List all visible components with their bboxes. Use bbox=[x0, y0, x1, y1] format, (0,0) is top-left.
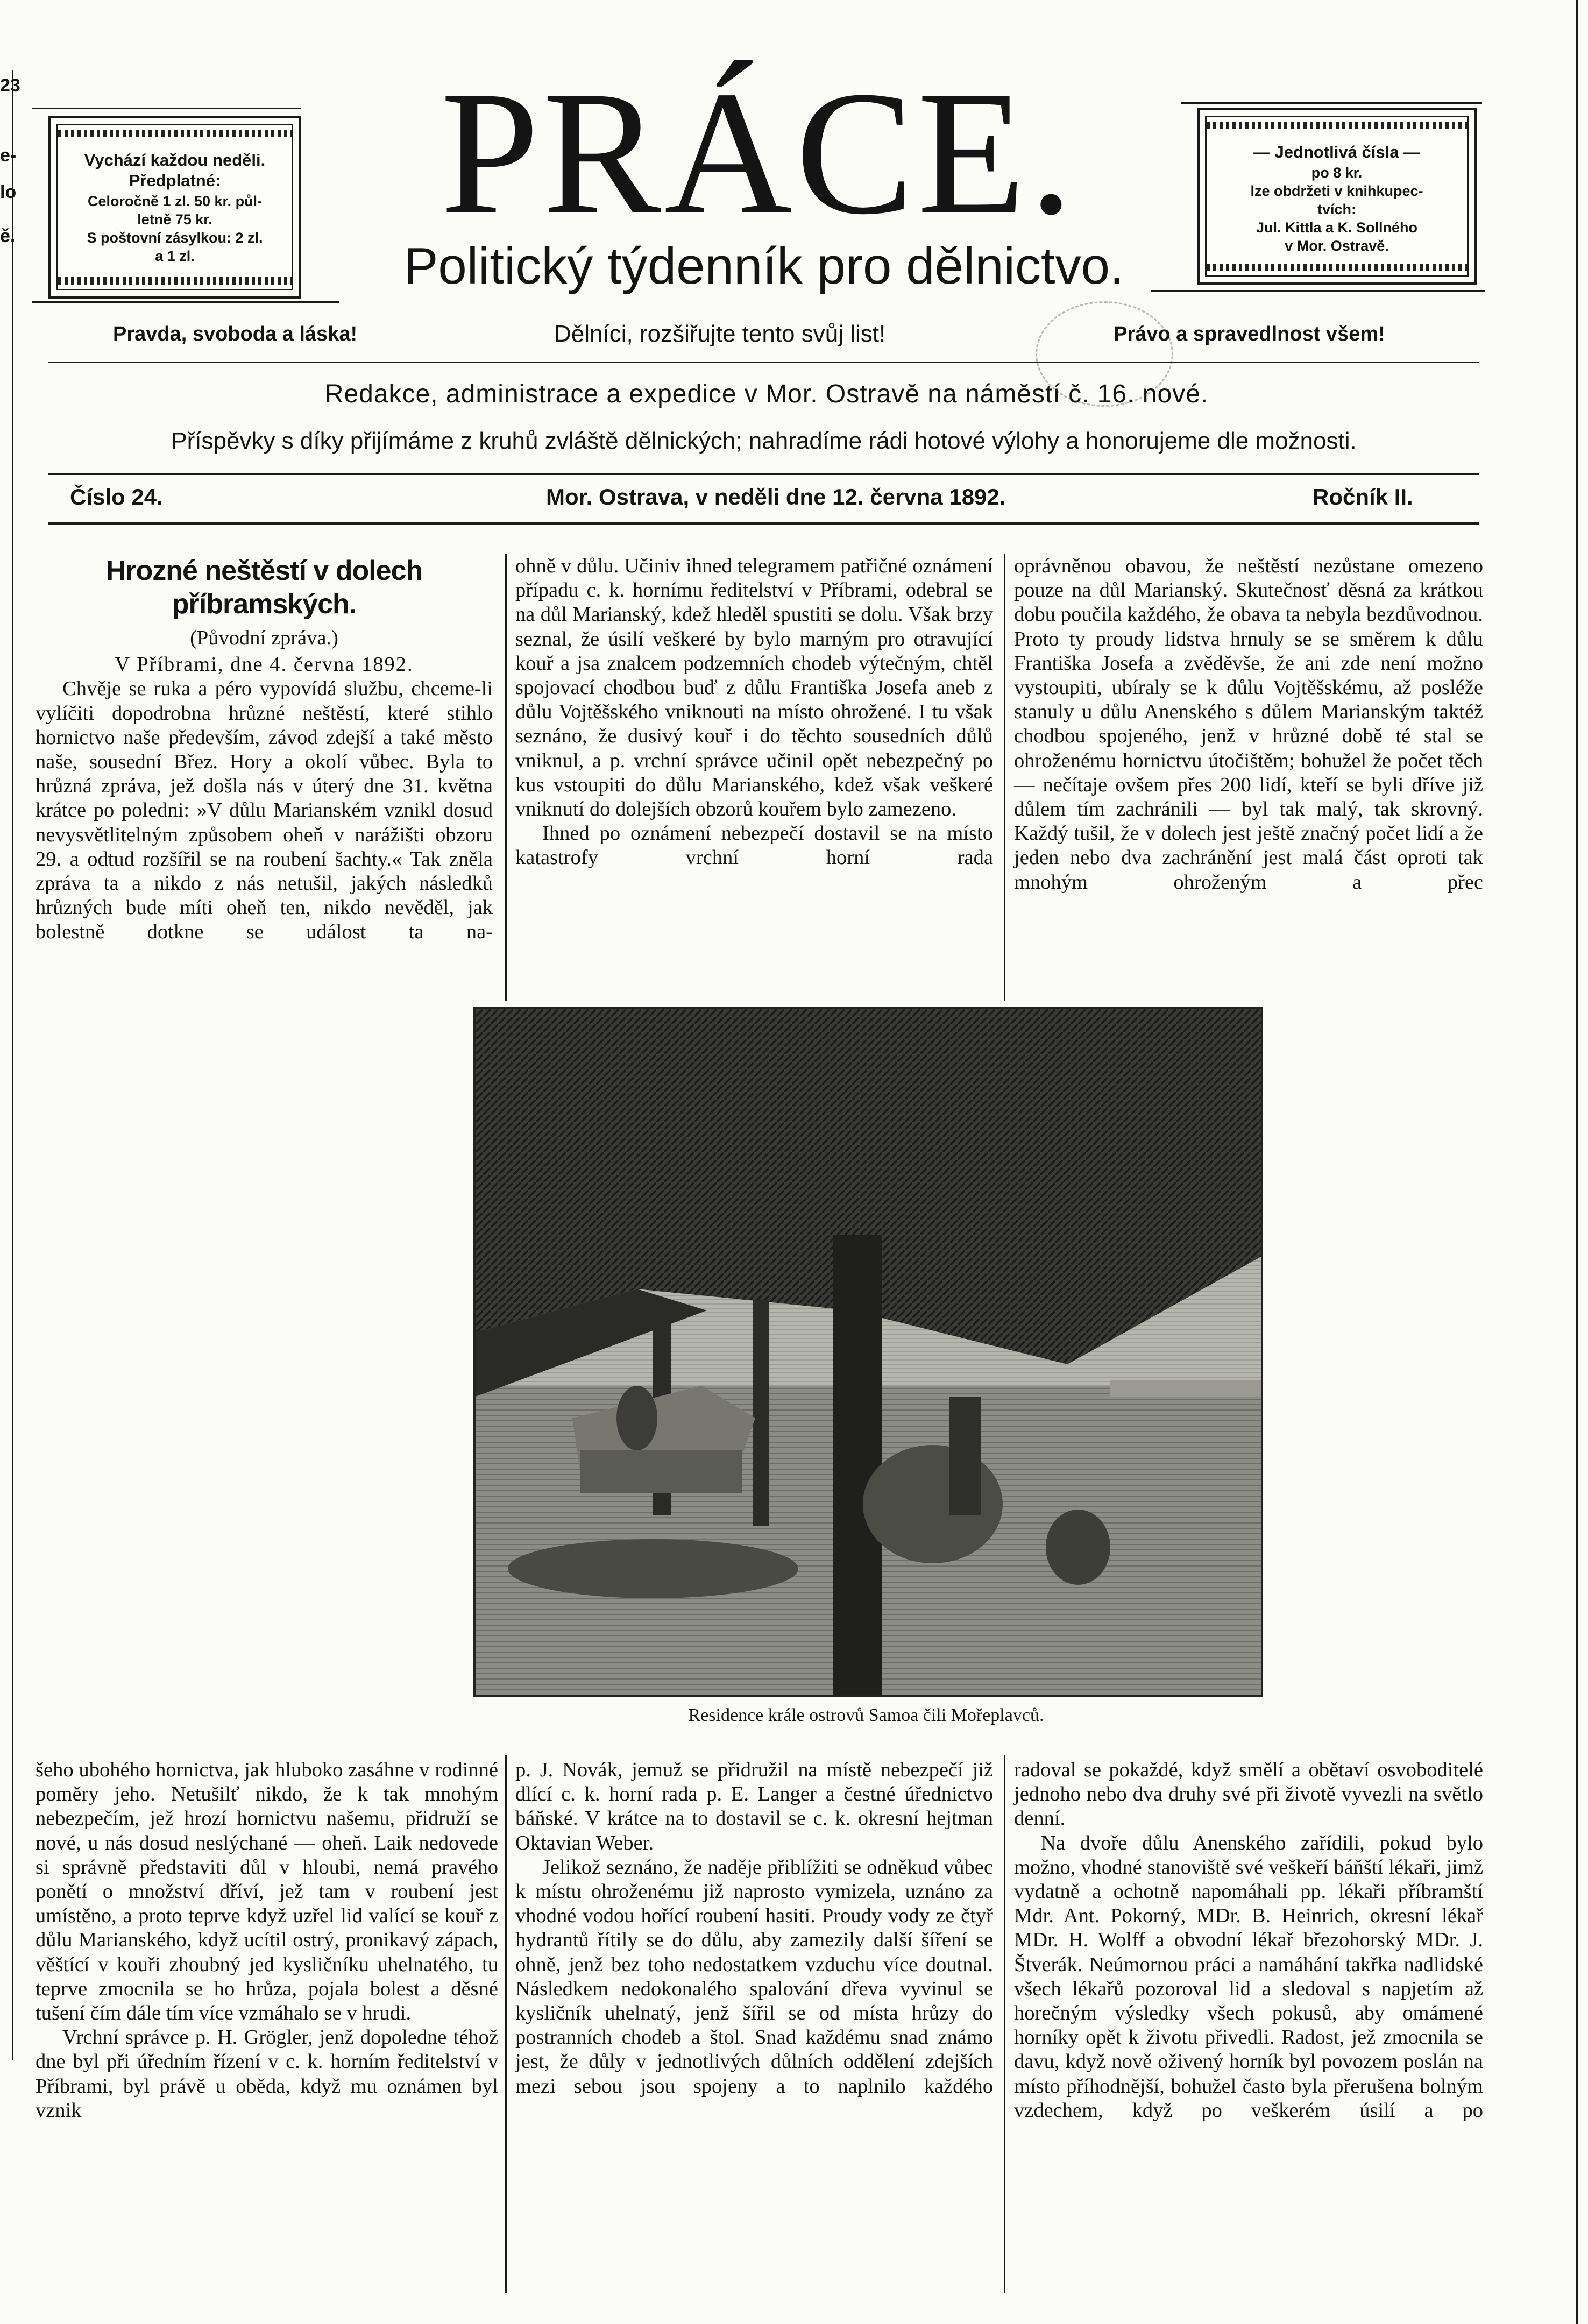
single-issue-line: po 8 kr. bbox=[1311, 165, 1363, 181]
single-issue-line: tvích: bbox=[1317, 201, 1356, 217]
article-paragraph: Ihned po oznámení nebezpečí dostavil se na místo katastrofy vrchní horní rada bbox=[515, 822, 993, 869]
issue-rule-bottom bbox=[48, 522, 1479, 525]
margin-fragment: ě. bbox=[0, 226, 16, 246]
single-issue-line: — Jednotlivá čísla — bbox=[1253, 143, 1421, 161]
margin-fragment: e- bbox=[0, 145, 17, 166]
subscription-line: Předplatné: bbox=[129, 171, 221, 190]
article-paragraph: p. J. Novák, jemuž se přidružil na místě nebezpečí již dlící c. k. horní rada p. E. Langer a čestné úřednictvo báňské. V krátce na to dostavil se c. k. okresní hejtman Oktavian Weber. bbox=[515, 1759, 993, 1854]
box-hatch-bottom bbox=[1207, 264, 1467, 271]
article-column-3 bbox=[1014, 554, 1483, 895]
illustration-caption: Residence krále ostrovů Samoa čili Mořeplavců. bbox=[688, 1705, 1044, 1725]
article-dateline: V Příbrami, dne 4. června 1892. bbox=[115, 653, 414, 676]
article-column-2 bbox=[515, 554, 993, 870]
subscription-box bbox=[48, 116, 301, 299]
article-paragraph: Vrchní správce p. H. Grögler, jenž dopoledne téhož dne byl při úředním řízení v c. k. horním ředitelství v Příbrami, byl právě u oběda, když mu oznámen byl vznik bbox=[36, 2026, 498, 2122]
subscription-box-frame bbox=[56, 124, 293, 290]
article-paragraph: Na dvoře důlu Anenského zařídili, pokud bylo možno, vhodné stanoviště své veškeří báňští lékaři, jimž vydatně a ochotně napomáhali pp. lékaři příbramští Mdr. Ant. Pokorný, MDr. B. Heinrich, okresní lékař MDr. H. Wolff a obvodní lékař březohorský MDr. J. Štverák. Neúmornou práci a namáhání takřka nadlidské všech lékařů pozoroval lid a sledoval s napjetím až horečným výsledky všech pokusů, aby omámené horníky opět k životu přivedli. Radost, jež zmocnila se davu, když nově oživený horník byl povozem poslán na místo příhodnější, bohužel často byla přerušena bolným vzdechem, když po veškerém úsilí a po bbox=[1014, 1831, 1483, 2122]
single-issue-box bbox=[1197, 108, 1477, 285]
single-issue-line: lze obdržeti v knihkupec- bbox=[1250, 183, 1423, 199]
newspaper-subtitle: Politický týdenník pro dělnictvo. bbox=[403, 237, 1124, 295]
motto-right: Právo a spravedlnost všem! bbox=[1114, 323, 1385, 345]
subscription-line: S poštovní zásylkou: 2 zl. bbox=[87, 230, 263, 246]
single-issue-line: v Mor. Ostravě. bbox=[1285, 238, 1389, 254]
article-column-4 bbox=[36, 1758, 498, 2123]
newspaper-title: PRÁCE. bbox=[440, 55, 1077, 251]
engraving-illustration bbox=[473, 1007, 1263, 1697]
article-paragraph: Jelikož seznáno, že naděje přiblížiti se odněkud vůbec k místu ohroženému již naprosto vymizela, uznáno za vhodné vodou hořící roubení hasiti. Proudy vody ze čtyř hydrantů řítily se do důlu, aby zamezily další šíření se ohně, jenž bez toho nedostatkem vzduchu více doutnal. Následkem nedokonalého spalování dřeva vyvinul se kysličník uhelnatý, jenž šířil se od místa hrůzy do postranních chodeb a štol. Snad každému snad známo jest, že důly v jednotlivých důlních oddělení zdejších mezi sebou jsou spojeny a to naplnilo každého bbox=[515, 1855, 993, 2098]
column-divider bbox=[505, 554, 507, 1001]
subscription-line: Vychází každou neděli. bbox=[84, 151, 266, 169]
margin-rule bbox=[12, 70, 13, 2060]
article-paragraph: šeho ubohého hornictva, jak hluboko zasáhne v rodinné poměry jeho. Netušilť nikdo, že k tak mnohým nebezpečím, jež hrozí hornictvu našemu, přidruží se nové, u nás dosud neslýchané — oheň. Laik nedovede si správně představiti důl v hloubi, nemá pravého ponětí o množství dříví, jež tam v roubení jest umístěno, a proto teprve když uzřel lid valící se kouř z důlu Marianského, když ucítil ostrý, pronikavý zápach, věštící v kouři zhoubný jed kysličníku uhelnatého, tu teprve zmocnila se ho hrůza, pojala bolest a děsné tušení čím dále tím více vzmáhalo se v hrudi. bbox=[36, 1759, 498, 2025]
issue-number: Číslo 24. bbox=[70, 484, 163, 509]
masthead-rule-left-bottom bbox=[32, 301, 339, 303]
masthead-rule-left bbox=[32, 108, 301, 109]
masthead-rule-right bbox=[1181, 102, 1482, 104]
margin-fragment: lo bbox=[0, 182, 17, 202]
single-issue-box-frame bbox=[1205, 116, 1469, 277]
article-column-5 bbox=[515, 1758, 993, 2099]
subscription-line: Celoročně 1 zl. 50 kr. půl- bbox=[87, 193, 263, 209]
box-hatch-top bbox=[58, 130, 292, 137]
box-hatch-top bbox=[1207, 122, 1467, 129]
article-column-1 bbox=[36, 554, 493, 945]
margin-fragment-page-number: 23 bbox=[0, 75, 20, 96]
address-rule-top bbox=[48, 362, 1479, 363]
volume-number: Ročník II. bbox=[1313, 484, 1413, 509]
column-divider bbox=[1004, 554, 1005, 1001]
subscription-line: letně 75 kr. bbox=[137, 211, 212, 228]
single-issue-line: Jul. Kittla a K. Sollného bbox=[1256, 219, 1418, 236]
box-hatch-bottom bbox=[58, 277, 292, 285]
column-divider bbox=[505, 1755, 507, 2293]
article-paragraph: ohně v důlu. Učiniv ihned telegramem patřičné oznámení případu c. k. hornímu ředitelství v Příbrami, odebral se na důl Marianský, kdež hleděl spustiti se dolu. Však brzy seznal, že úsilí veškeré by bylo marným pro otravující kouř a jsa znalcem podzemních chodeb výtečným, chtěl spojovací chodbou buď z důlu Františka Josefa aneb z důlu Vojtěšského vniknouti na místo ohrožené. I tu však seznáno, že dusivý kouř i do těchto sousedních důlů vniknul, a p. vrchní správce učinil opět nebezpečný po kus vstoupiti do důlu Marianského, kdež však veškeré vniknutí do dolejších obzorů kouřem bylo zamezeno. bbox=[515, 555, 993, 821]
motto-center: Dělníci, rozšiřujte tento svůj list! bbox=[554, 321, 886, 347]
issue-rule-top bbox=[48, 473, 1479, 475]
article-paragraph: radoval se pokaždé, když smělí a obětaví osvoboditelé jednoho nebo dva druhy své při životě vyvezli na světlo denní. bbox=[1014, 1759, 1483, 1830]
issue-date: Mor. Ostrava, v neděli dne 12. června 1892. bbox=[546, 484, 1006, 509]
article-headline: Hrozné neštěstí v dolech příbramských. bbox=[105, 555, 423, 620]
right-edge-rule bbox=[1576, 0, 1578, 2324]
single-issue-text bbox=[1221, 143, 1453, 255]
editorial-address: Redakce, administrace a expedice v Mor. Ostravě na náměstí č. 16. nové. bbox=[324, 380, 1209, 408]
subscription-text bbox=[72, 151, 278, 265]
column-divider bbox=[1004, 1755, 1005, 2293]
article-paragraph: Chvěje se ruka a péro vypovídá službu, chceme-li vylíčiti dopodrobna hrůzné neštěstí, které stihlo hornictvo naše především, závod zdejší a také město naše, sousední Břez. Hory a okolí vůbec. Byla to hrůzná zpráva, jež došla nás v úterý dne 31. května krátce po poledni: »V důlu Marianském vznikl dosud nevysvětlitelným způsobem oheň v narážišti obzoru 29. a odtud rozšířil se na roubení šachty.« Tak zněla zpráva ta a nikdo z nás netušil, jakých následků hrůzných bude míti oheň ten, nikdo nevěděl, jak bolestně dotkne se událost ta na- bbox=[36, 677, 493, 944]
article-paragraph: oprávněnou obavou, že neštěstí nezůstane omezeno pouze na důl Marianský. Skutečnosť děsná za krátkou dobu poučila každého, že obava ta nebyla bezdůvodnou. Proto ty proudy lidstva hrnuly se se směrem k důlu Františka Josefa a zvěděvše, že ani zde není možno vystoupiti, ubíraly se k důlu Vojtěšskému, až posléže stanuly u důlu Anenského s důlem Marianským taktéž chodbou spojeného, jenž v hrůzné době té stal se ohroženému hornictvu útočištěm; bohužel že počet těch — nečítaje ovšem přes 200 lidí, kteří se byli dříve již důlem tím zachránili — byl tak malý, tak skrovný. Každý tušil, že v dolech jest ještě značný počet lidí a že jeden nebo dva zachránění jest malá část oproti tak mnohým ohroženým a přec bbox=[1014, 555, 1483, 894]
article-source: (Původní zpráva.) bbox=[190, 627, 338, 649]
article-column-6 bbox=[1014, 1758, 1483, 2123]
contributions-note: Příspěvky s díky přijímáme z kruhů zvláště dělnických; nahradíme rádi hotové výlohy a honorujeme dle možnosti. bbox=[171, 428, 1357, 454]
subscription-line: a 1 zl. bbox=[155, 248, 195, 264]
motto-left: Pravda, svoboda a láska! bbox=[113, 323, 358, 345]
engraving-scene bbox=[476, 1009, 1261, 1695]
